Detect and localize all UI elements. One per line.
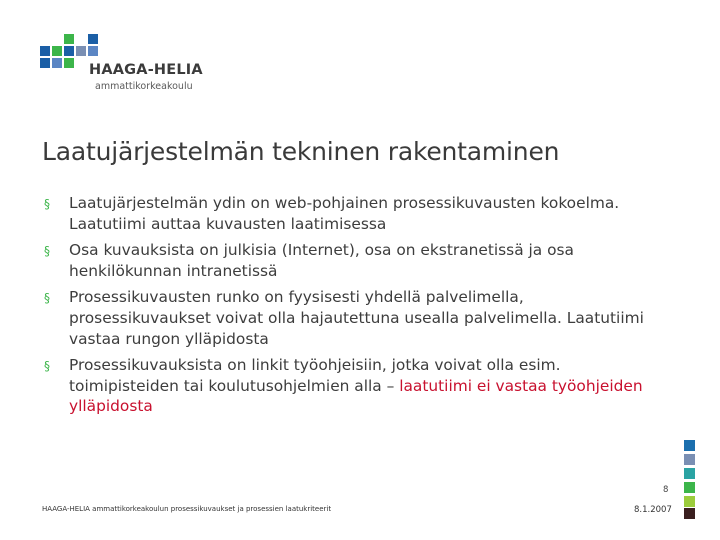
haaga-helia-logo (40, 34, 210, 94)
square-icon (684, 454, 695, 465)
square-icon (684, 496, 695, 507)
square-icon (684, 482, 695, 493)
bullet-text: Osa kuvauksista on julkisia (Internet), osa on ekstranetissä ja osa henkilökunnan intranetissä (69, 241, 574, 280)
bullet-marker-icon: § (44, 197, 50, 211)
bullet-list (44, 193, 654, 423)
square-icon (684, 440, 695, 451)
logo-subtitle: ammattikorkeakoulu (95, 81, 193, 92)
bullet-text: Prosessikuvausten runko on fyysisesti yhdellä palvelimella, prosessikuvaukset voivat olla hajautettuna usealla palvelimella. Laatutiimi vastaa rungon ylläpidosta (69, 288, 644, 348)
square-icon (684, 508, 695, 519)
footer-text: HAAGA-HELIA ammattikorkeakoulun prosessikuvaukset ja prosessien laatukriteerit (42, 505, 332, 513)
square-icon (684, 468, 695, 479)
bullet-item (44, 355, 654, 417)
footer-date: 8.1.2007 (634, 505, 672, 515)
logo-name: HAAGA-HELIA (89, 62, 203, 78)
bullet-highlight-text: laatutiimi ei vastaa työohjeiden ylläpidosta (69, 376, 643, 416)
page-number: 8 (663, 485, 669, 495)
bullet-marker-icon: § (44, 359, 50, 374)
bullet-text: Prosessikuvauksista on linkit työohjeisiin, jotka voivat olla esim. toimipisteiden tai koulutusohjelmien alla – (69, 356, 561, 395)
bullet-item (44, 287, 654, 349)
bullet-marker-icon: § (44, 291, 50, 306)
bullet-item (44, 193, 654, 234)
bullet-text: Laatujärjestelmän ydin on web-pohjainen prosessikuvausten kokoelma. Laatutiimi auttaa kuvausten laatimisessa (69, 194, 620, 233)
bullet-marker-icon: § (44, 244, 50, 259)
slide-title: Laatujärjestelmän tekninen rakentaminen (42, 137, 560, 166)
bullet-item (44, 240, 654, 281)
